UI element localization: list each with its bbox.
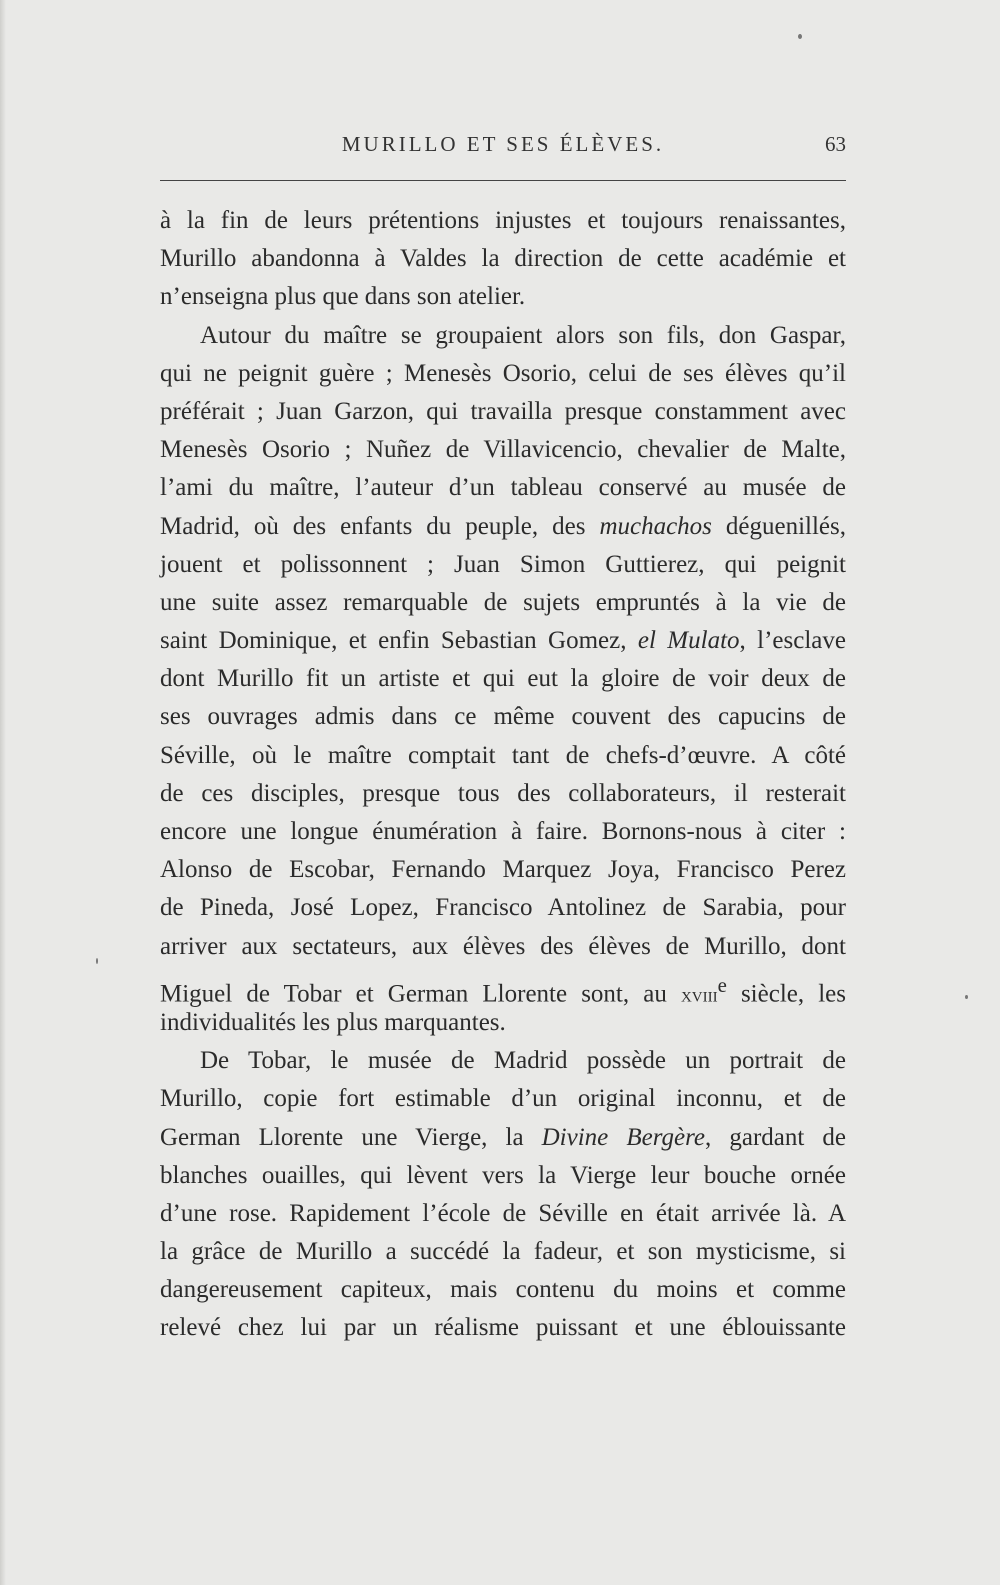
text-line: individualités les plus marquantes. — [160, 1008, 506, 1036]
text-line: jouent et polissonnent ; Juan Simon Guttierez, qui peignit — [160, 550, 846, 578]
text-line: d’une rose. Rapidement l’école de Séville en était arrivée là. A — [160, 1199, 846, 1227]
text-line: Alonso de Escobar, Fernando Marquez Joya, Francisco Perez — [160, 856, 846, 884]
header-rule — [160, 180, 846, 181]
text-line: à la fin de leurs prétentions injustes et toujours renaissantes, — [160, 207, 846, 234]
running-title: MURILLO ET SES ÉLÈVES. — [341, 132, 665, 156]
italic-text: Divine Bergère — [541, 1123, 706, 1151]
body-text — [160, 202, 846, 1348]
text-line: encore une longue énumération à faire. Bornons-nous à citer : — [160, 818, 846, 845]
text-line: Murillo, copie fort estimable d’un original inconnu, et de — [160, 1085, 846, 1113]
text-line: l’ami du maître, l’auteur d’un tableau conservé au musée de — [160, 474, 846, 502]
text-line — [160, 508, 846, 546]
text-run: , l’esclave — [739, 627, 846, 655]
text-line — [160, 966, 846, 1008]
text-line: Autour du maître se groupaient alors son fils, don Gaspar, — [200, 321, 846, 349]
text-run: Madrid, où des enfants du peuple, des — [160, 512, 600, 540]
text-line: n’enseigna plus que dans son atelier. — [160, 283, 526, 311]
text-line: blanches ouailles, qui lèvent vers la Vierge leur bouche ornée — [160, 1161, 846, 1189]
superscript: e — [717, 972, 727, 997]
text-run: German Llorente une Vierge, la — [160, 1123, 542, 1151]
text-line: relevé chez lui par un réalisme puissant et une éblouissante — [160, 1314, 846, 1342]
century-numeral: xviii — [680, 982, 718, 1007]
text-line: une suite assez remarquable de sujets empruntés à la vie de — [160, 588, 846, 616]
text-run: , gardant de — [705, 1123, 846, 1151]
text-line: dangereusement capiteux, mais contenu du moins et comme — [160, 1276, 846, 1304]
text-line: arriver aux sectateurs, aux élèves des élèves de Murillo, dont — [160, 932, 846, 960]
text-line: ses ouvrages admis dans ce même couvent des capucins de — [160, 703, 846, 731]
text-line: de ces disciples, presque tous des collaborateurs, il resterait — [160, 779, 846, 807]
paper-speck — [965, 995, 968, 999]
page-header — [160, 132, 846, 162]
page-number: 63 — [825, 132, 846, 156]
text-line: de Pineda, José Lopez, Francisco Antolinez de Sarabia, pour — [160, 894, 846, 922]
text-line: dont Murillo fit un artiste et qui eut la gloire de voir deux de — [160, 665, 846, 693]
paper-speck — [798, 34, 802, 39]
text-line: Menesès Osorio ; Nuñez de Villavicencio, chevalier de Malte, — [160, 436, 846, 464]
text-line — [160, 1119, 846, 1157]
text-run: déguenillés, — [711, 512, 847, 540]
text-run: Miguel de Tobar et German Llorente sont, au — [160, 980, 681, 1008]
text-run: siècle, les — [726, 980, 846, 1008]
italic-text: muchachos — [599, 512, 712, 540]
text-line: De Tobar, le musée de Madrid possède un portrait de — [200, 1047, 846, 1075]
text-line: Séville, où le maître comptait tant de chefs-d’œuvre. A côté — [160, 741, 846, 769]
paper-speck — [96, 958, 98, 964]
text-line: la grâce de Murillo a succédé la fadeur, et son mysticisme, si — [160, 1238, 846, 1266]
text-run: saint Dominique, et enfin Sebastian Gomez, — [160, 627, 638, 655]
text-line: préférait ; Juan Garzon, qui travailla presque constamment avec — [160, 397, 846, 425]
italic-text: el Mulato — [637, 627, 740, 655]
text-line: qui ne peignit guère ; Menesès Osorio, celui de ses élèves qu’il — [160, 359, 846, 387]
page-edge — [0, 0, 6, 1585]
text-line — [160, 622, 846, 660]
text-line: Murillo abandonna à Valdes la direction de cette académie et — [160, 245, 846, 273]
